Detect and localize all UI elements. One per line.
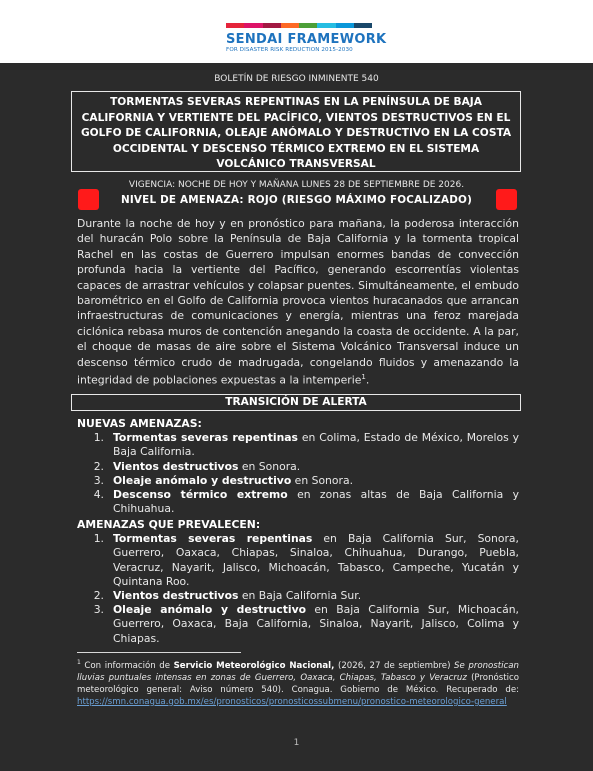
list-item-hazard: Oleaje anómalo y destructivo <box>113 473 292 487</box>
list-item-text <box>113 474 519 488</box>
footnote-date: (2026, 27 de septiembre) <box>334 660 455 671</box>
list-item-number: 2. <box>93 589 104 603</box>
list-item <box>77 532 519 589</box>
list-item-hazard: Tormentas severas repentinas <box>113 431 298 445</box>
footnote-intro: Con información de <box>80 660 174 671</box>
logo-color-bar <box>244 23 262 28</box>
list-item-hazard: Tormentas severas repentinas <box>113 532 313 546</box>
logo-color-bar <box>263 23 281 28</box>
list-item <box>77 460 519 474</box>
list-item-locations: en Colima, Estado de México, Morelos y Baja California. <box>113 431 519 459</box>
list-item-locations: en Baja California Sur, Michoacán, Guerrero, Oaxaca, Baja California, Sinaloa, Nayarit, Jalisco, Colima y Chiapas. <box>113 603 519 645</box>
new-threats-list <box>77 417 519 516</box>
prevailing-threats-items <box>77 532 519 646</box>
list-item-hazard: Oleaje anómalo y destructivo <box>113 603 307 617</box>
list-item-text <box>113 589 519 603</box>
list-item <box>77 589 519 603</box>
list-item <box>77 474 519 488</box>
prevailing-threats-heading: AMENAZAS QUE PREVALECEN: <box>77 518 261 531</box>
page-header <box>0 0 593 63</box>
list-item <box>77 488 519 516</box>
body-text: Durante la noche de hoy y en pronóstico para mañana, la poderosa interacción del huracán Polo sobre la Península de Baja California y la tormenta tropical Rachel en las costas de Guerrero impulsan enormes bandas de convección profunda hacia la vertiente del Pacífico, generando escorrentías violentas capaces de arrastrar vehículos y colapsar puentes. Simultáneamente, el embudo barométrico en el Golfo de California provoca vientos huracanados que arrancan infraestructuras de comunicaciones y energía, mientras una feroz marejada ciclónica rebasa muros de contención anegando la coasta de occidente. A la par, el choque de masas de aire sobre el Sistema Volcánico Transversal induce un descenso térmico crudo de madrugada, congelando fluidos y amenazando la integridad de poblaciones expuestas a la intemperie <box>77 217 519 387</box>
list-item-locations: en Sonora. <box>238 459 301 473</box>
logo-color-bar <box>336 23 354 28</box>
new-threats-heading: NUEVAS AMENAZAS: <box>77 417 202 430</box>
prevailing-threats-list <box>77 518 519 646</box>
list-item-text <box>113 532 519 589</box>
list-item-number: 3. <box>93 603 104 617</box>
list-item-locations: en zonas altas de Baja California y Chihuahua. <box>113 488 519 516</box>
list-item-hazard: Vientos destructivos <box>113 589 239 603</box>
list-item-hazard: Vientos destructivos <box>113 459 239 473</box>
validity-line: VIGENCIA: NOCHE DE HOY Y MAÑANA LUNES 28 DE SEPTIEMBRE DE 2026. <box>128 180 465 190</box>
footnote-reference: 1 <box>361 373 366 382</box>
footnote-details: (Pronóstico meteorológico general: Aviso número 540). Conagua. Gobierno de México. Recuperado de: <box>77 672 519 695</box>
list-item-number: 2. <box>93 459 104 473</box>
list-item-locations: en Baja California Sur. <box>238 589 362 603</box>
section-title-box: TRANSICIÓN DE ALERTA <box>71 394 521 411</box>
footnote <box>77 657 519 708</box>
list-item-locations: en Sonora. <box>291 473 353 487</box>
page-number: 1 <box>293 738 300 748</box>
list-item-number: 1. <box>93 431 104 445</box>
logo-color-bar <box>354 23 372 28</box>
footnote-link[interactable]: https://smn.conagua.gob.mx/es/pronosticos/pronosticossubmenu/pronostico-meteorologico-general <box>77 696 507 707</box>
new-threats-items <box>77 431 519 516</box>
logo-color-bar <box>226 23 244 28</box>
footnote-source: Servicio Meteorológico Nacional, <box>173 660 335 671</box>
list-item-number: 3. <box>93 473 104 487</box>
logo-title: SENDAI FRAMEWORK <box>226 32 387 47</box>
threat-level: NIVEL DE AMENAZA: ROJO (RIESGO MÁXIMO FOCALIZADO) <box>120 194 473 206</box>
list-item-number: 4. <box>93 488 104 502</box>
logo-color-bar <box>299 23 317 28</box>
list-item-hazard: Descenso térmico extremo <box>113 488 288 502</box>
list-item-number: 1. <box>93 532 104 546</box>
footnote-mark: 1 <box>77 659 81 666</box>
logo-color-bars <box>226 23 372 28</box>
body-paragraph <box>77 216 519 388</box>
footnote-divider <box>77 652 241 653</box>
logo-color-bar <box>317 23 335 28</box>
sendai-framework-logo <box>226 23 387 53</box>
list-item-text <box>113 460 519 474</box>
bulletin-id: BOLETÍN DE RIESGO INMINENTE 540 <box>214 74 379 84</box>
footnote-title: Se pronostican lluvias puntuales intensas en zonas de Guerrero, Oaxaca, Chiapas, Tabasco y Veracruz <box>77 660 519 683</box>
logo-subtitle: FOR DISASTER RISK REDUCTION 2015-2030 <box>226 47 353 53</box>
list-item-locations: en Baja California Sur, Sonora, Guerrero, Oaxaca, Chiapas, Sinaloa, Chihuahua, Durango, Puebla, Veracruz, Nayarit, Jalisco, Michoacán, Tabasco, Campeche, Yucatán y Quintana Roo. <box>113 532 519 588</box>
list-item <box>77 431 519 459</box>
list-item <box>77 603 519 646</box>
list-item-text <box>113 431 519 459</box>
list-item-text <box>113 603 519 646</box>
body-end: . <box>365 373 370 387</box>
title-box <box>71 91 521 172</box>
bulletin-title: TORMENTAS SEVERAS REPENTINAS EN LA PENÍNSULA DE BAJA CALIFORNIA Y VERTIENTE DEL PACÍFICO, VIENTOS DESTRUCTIVOS EN EL GOLFO DE CALIFORNIA, OLEAJE ANÓMALO Y DESTRUCTIVO EN LA COSTA OCCIDENTAL Y DESCENSO TÉRMICO EXTREMO EN EL SISTEMA VOLCÁNICO TRANSVERSAL <box>80 96 512 170</box>
list-item-text <box>113 488 519 516</box>
logo-color-bar <box>281 23 299 28</box>
